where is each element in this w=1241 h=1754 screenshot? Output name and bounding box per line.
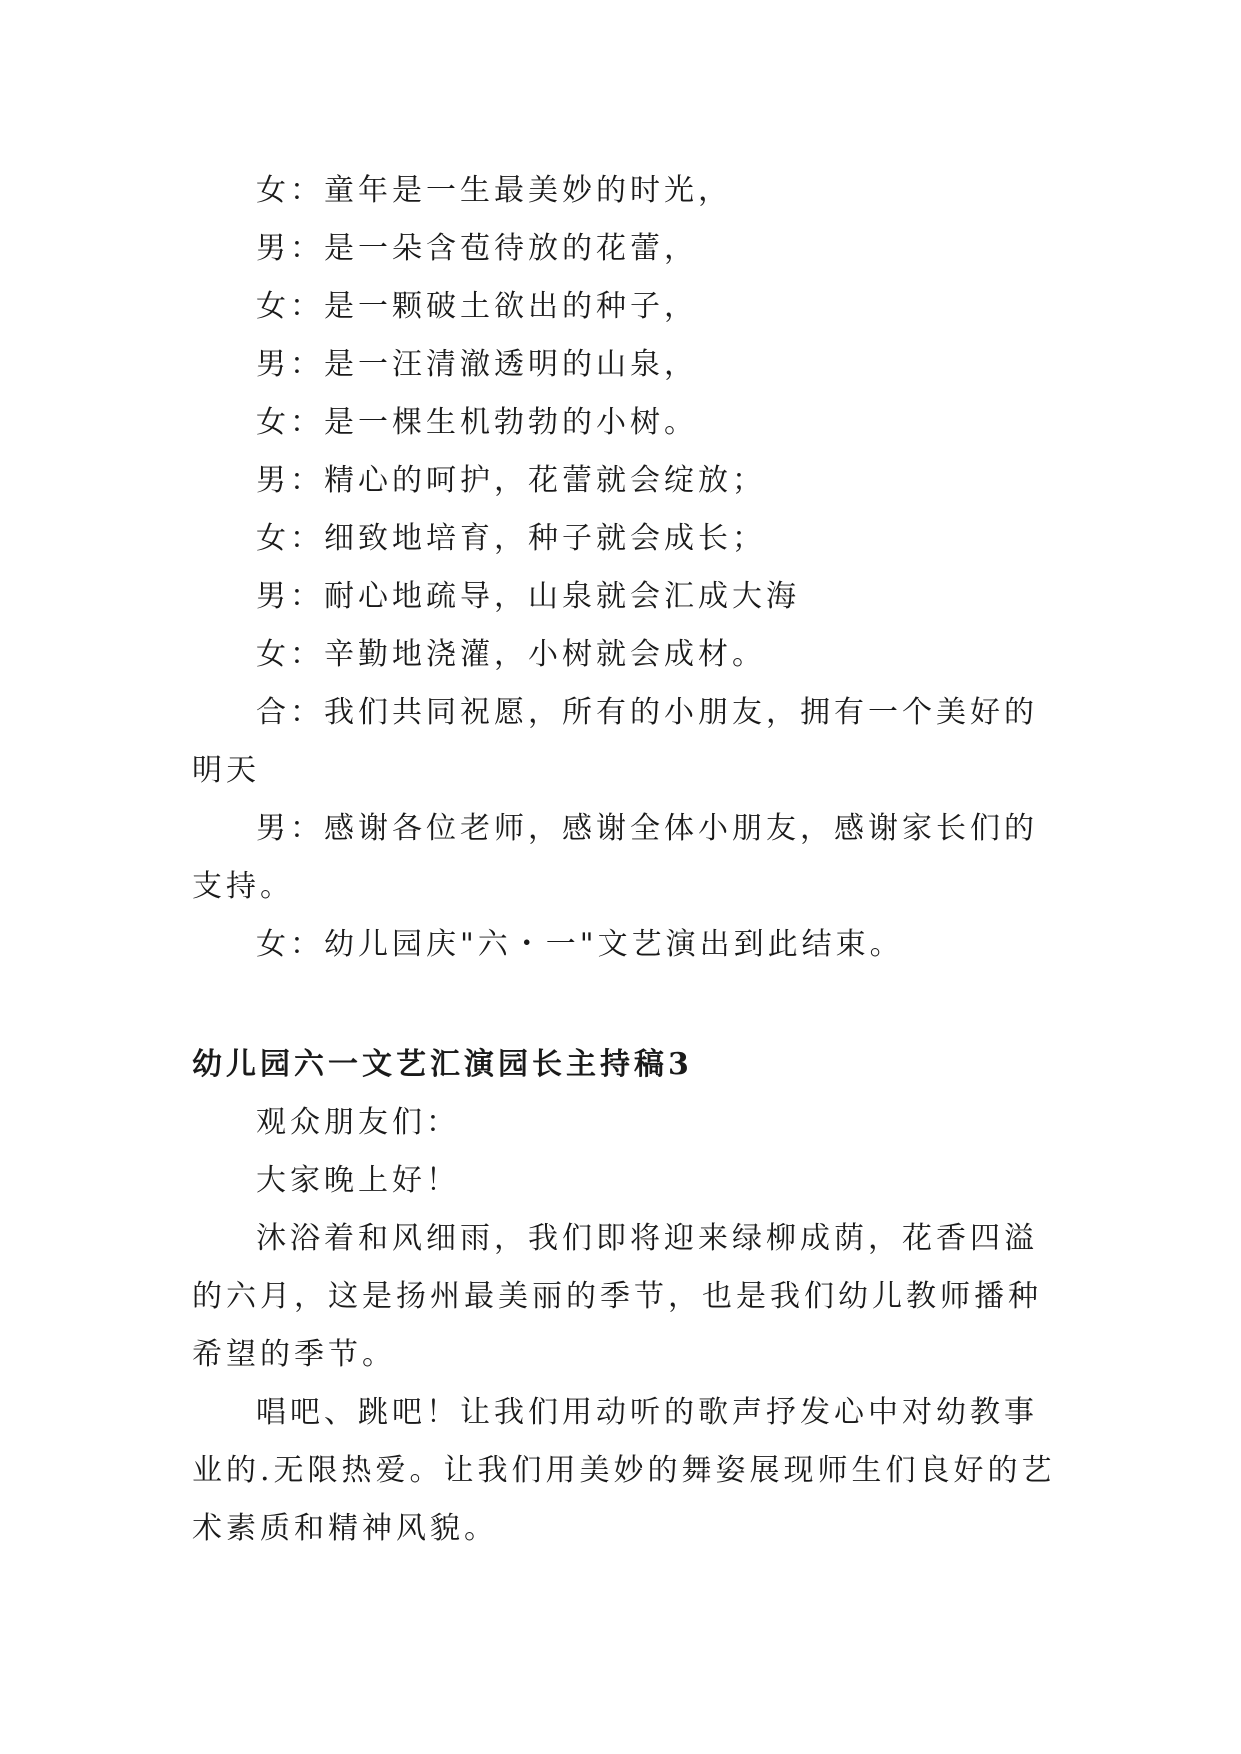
dialogue-line: 合：我们共同祝愿，所有的小朋友，拥有一个美好的明天 xyxy=(192,695,1038,788)
speech-paragraph: 观众朋友们： xyxy=(256,1105,460,1140)
dialogue-line: 男：感谢各位老师，感谢全体小朋友，感谢家长们的支持。 xyxy=(192,811,1038,904)
speech-paragraph: 唱吧、跳吧！让我们用动听的歌声抒发心中对幼教事业的.无限热爱。让我们用美妙的舞姿展现师生们良好的艺术素质和精神风貌。 xyxy=(192,1395,1056,1546)
dialogue-line: 女：是一颗破土欲出的种子， xyxy=(256,289,698,324)
dialogue-line: 女：童年是一生最美妙的时光， xyxy=(256,173,732,208)
dialogue-line: 女：辛勤地浇灌，小树就会成材。 xyxy=(256,637,766,672)
speech-section xyxy=(192,1094,1062,1558)
dialogue-line: 女：幼儿园庆"六・一"文艺演出到此结束。 xyxy=(256,927,904,962)
dialogue-line: 男：是一朵含苞待放的花蕾， xyxy=(256,231,698,266)
section-title: 幼儿园六一文艺汇演园长主持稿3 xyxy=(192,1047,693,1082)
speech-paragraph: 大家晚上好！ xyxy=(256,1163,460,1198)
dialogue-line: 女：细致地培育，种子就会成长； xyxy=(256,521,766,556)
dialogue-line: 男：精心的呵护，花蕾就会绽放； xyxy=(256,463,766,498)
dialogue-section xyxy=(192,162,1062,974)
speech-paragraph: 沐浴着和风细雨，我们即将迎来绿柳成荫，花香四溢的六月，这是扬州最美丽的季节，也是我们幼儿教师播种希望的季节。 xyxy=(192,1221,1042,1372)
dialogue-line: 男：耐心地疏导，山泉就会汇成大海 xyxy=(256,579,800,614)
dialogue-line: 女：是一棵生机勃勃的小树。 xyxy=(256,405,698,440)
dialogue-line: 男：是一汪清澈透明的山泉， xyxy=(256,347,698,382)
